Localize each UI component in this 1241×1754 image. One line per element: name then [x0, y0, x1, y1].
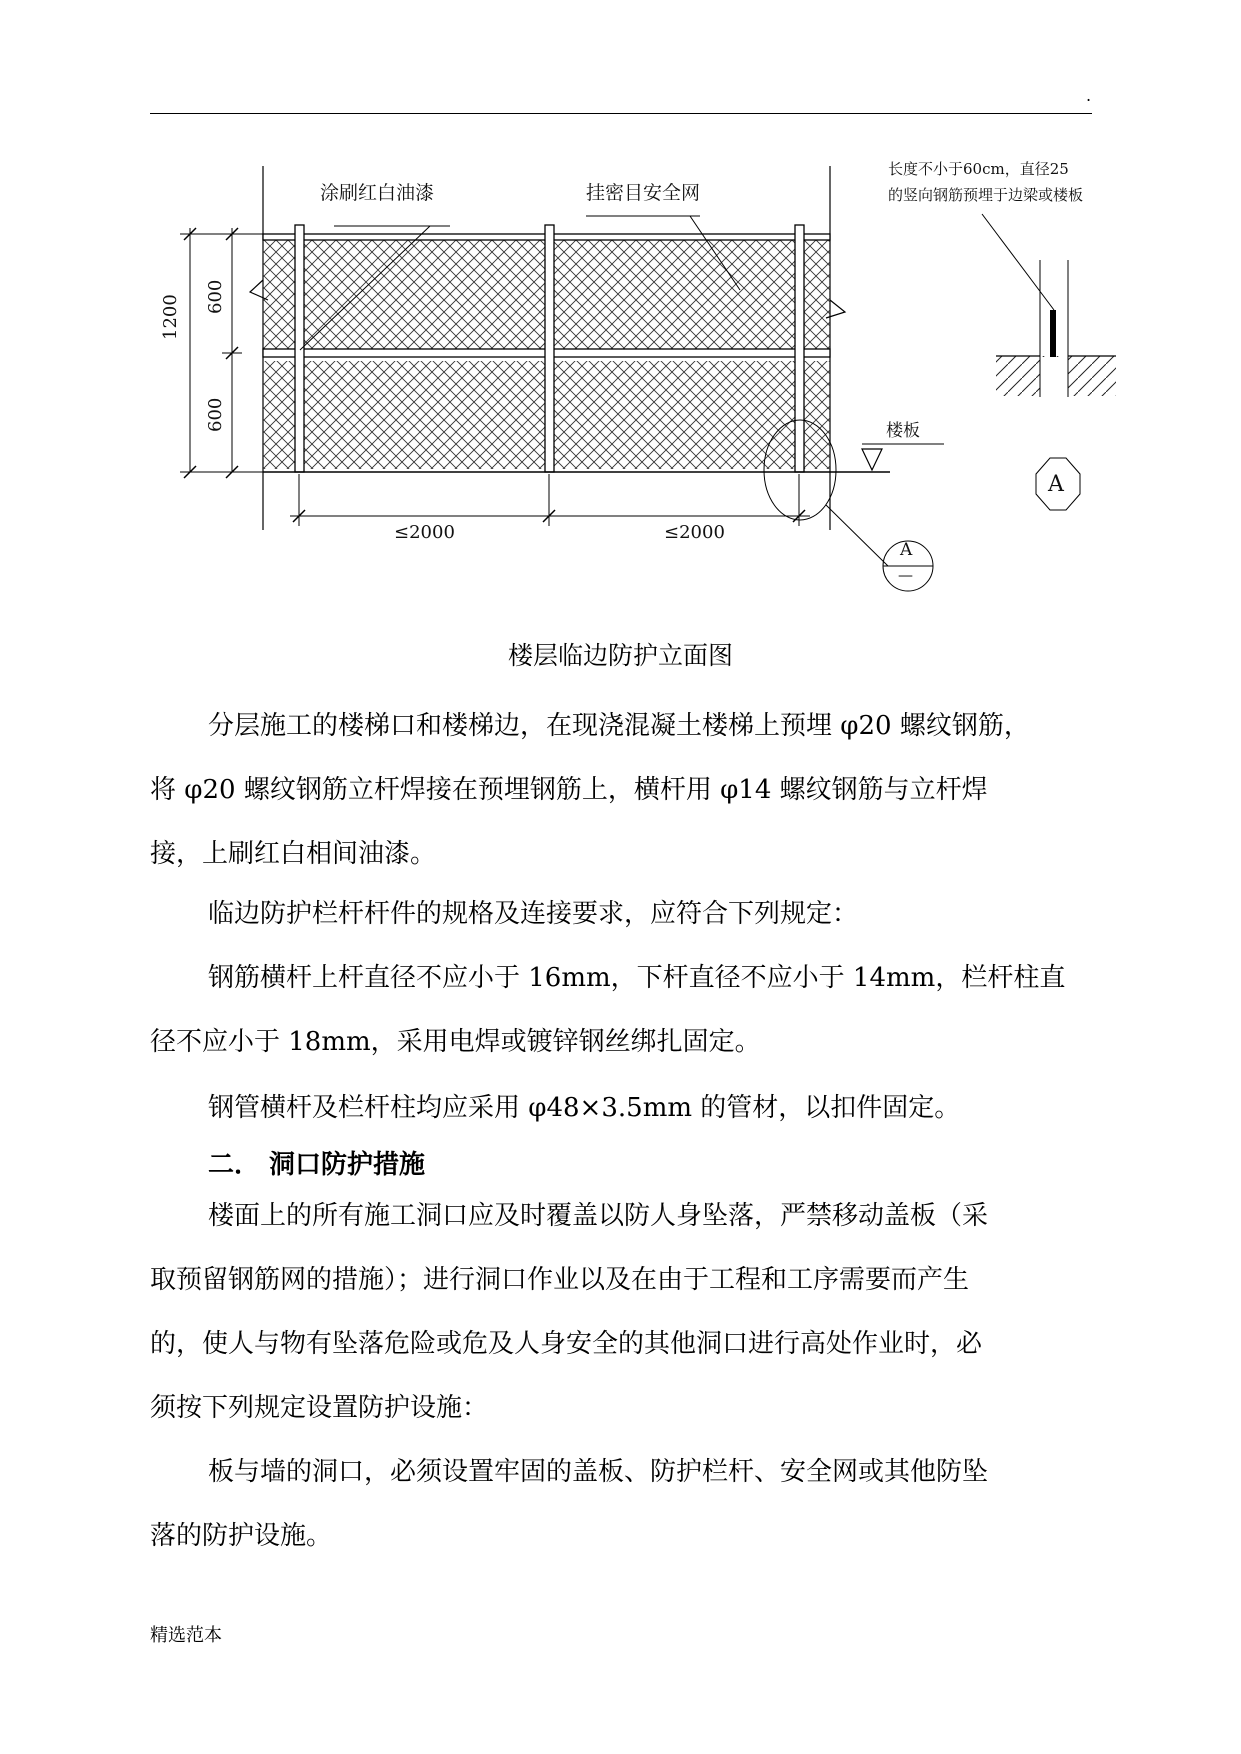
detail-ref-letter: A [900, 540, 913, 560]
paragraph-2-line-1: 临边防护栏杆杆件的规格及连接要求，应符合下列规定： [208, 899, 859, 929]
paragraph-6-line-2: 落的防护设施。 [150, 1521, 333, 1551]
detail-ref-sub: — [898, 566, 913, 584]
paragraph-3-line-2: 径不应小于 18mm，采用电焊或镀锌钢丝绑扎固定。 [150, 1027, 761, 1057]
paragraph-6 [150, 1440, 1090, 1568]
label-net: 挂密目安全网 [586, 182, 701, 204]
paragraph-2 [150, 882, 1090, 946]
railing-drawing [0, 0, 1241, 620]
paragraph-1 [150, 694, 1090, 886]
dim-total-label: 1200 [160, 294, 181, 340]
detail-note-line2: 的竖向钢筋预埋于边梁或楼板 [888, 186, 1084, 204]
post-2 [545, 225, 554, 472]
detail-note-leader [982, 214, 1054, 310]
post-1 [295, 225, 304, 472]
paragraph-1-line-2: 将 φ20 螺纹钢筋立杆焊接在预埋钢筋上，横杆用 φ14 螺纹钢筋与立杆焊 [150, 775, 988, 805]
dim-span1-label: ≤2000 [394, 522, 455, 543]
paragraph-4-line-1: 钢管横杆及栏杆柱均应采用 φ48×3.5mm 的管材，以扣件固定。 [208, 1093, 961, 1123]
detail-leader [826, 505, 888, 566]
paragraph-4 [150, 1076, 1090, 1140]
railing-elevation-figure [0, 0, 1241, 620]
post-3 [795, 225, 804, 472]
dim-span2-label: ≤2000 [664, 522, 725, 543]
paragraph-1-line-3: 接，上刷红白相间油漆。 [150, 839, 437, 869]
paragraph-5-line-2: 取预留钢筋网的措施）；进行洞口作业以及在由于工程和工序需要而产生 [150, 1265, 970, 1295]
detail-note-line1: 长度不小于60cm，直径25 [888, 160, 1069, 178]
label-paint: 涂刷红白油漆 [320, 182, 435, 204]
figure-caption: 楼层临边防护立面图 [507, 641, 733, 670]
label-floor: 楼板 [886, 421, 920, 441]
detail-mark-letter: A [1048, 472, 1064, 497]
paragraph-5-line-1: 楼面上的所有施工洞口应及时覆盖以防人身坠落，严禁移动盖板（采 [208, 1201, 989, 1231]
paragraph-5-line-4: 须按下列规定设置防护设施： [150, 1393, 489, 1423]
floor-level-marker [862, 449, 882, 470]
paragraph-6-line-1: 板与墙的洞口，必须设置牢固的盖板、防护栏杆、安全网或其他防坠 [208, 1457, 989, 1487]
dim-top-label: 600 [205, 279, 226, 314]
paragraph-3-line-1: 钢筋横杆上杆直径不应小于 16mm，下杆直径不应小于 14mm，栏杆柱直 [208, 963, 1066, 993]
dim-bottom-label: 600 [205, 397, 226, 432]
header-dot: . [1086, 86, 1092, 105]
paragraph-3 [150, 946, 1090, 1074]
section-heading: 二． 洞口防护措施 [208, 1150, 426, 1180]
paragraph-5-line-3: 的，使人与物有坠落危险或危及人身安全的其他洞口进行高处作业时，必 [150, 1329, 983, 1359]
footer-text: 精选范本 [150, 1625, 222, 1646]
paragraph-1-line-1: 分层施工的楼梯口和楼梯边，在现浇混凝土楼梯上预埋 φ20 螺纹钢筋， [208, 711, 1030, 741]
paragraph-5 [150, 1184, 1090, 1440]
